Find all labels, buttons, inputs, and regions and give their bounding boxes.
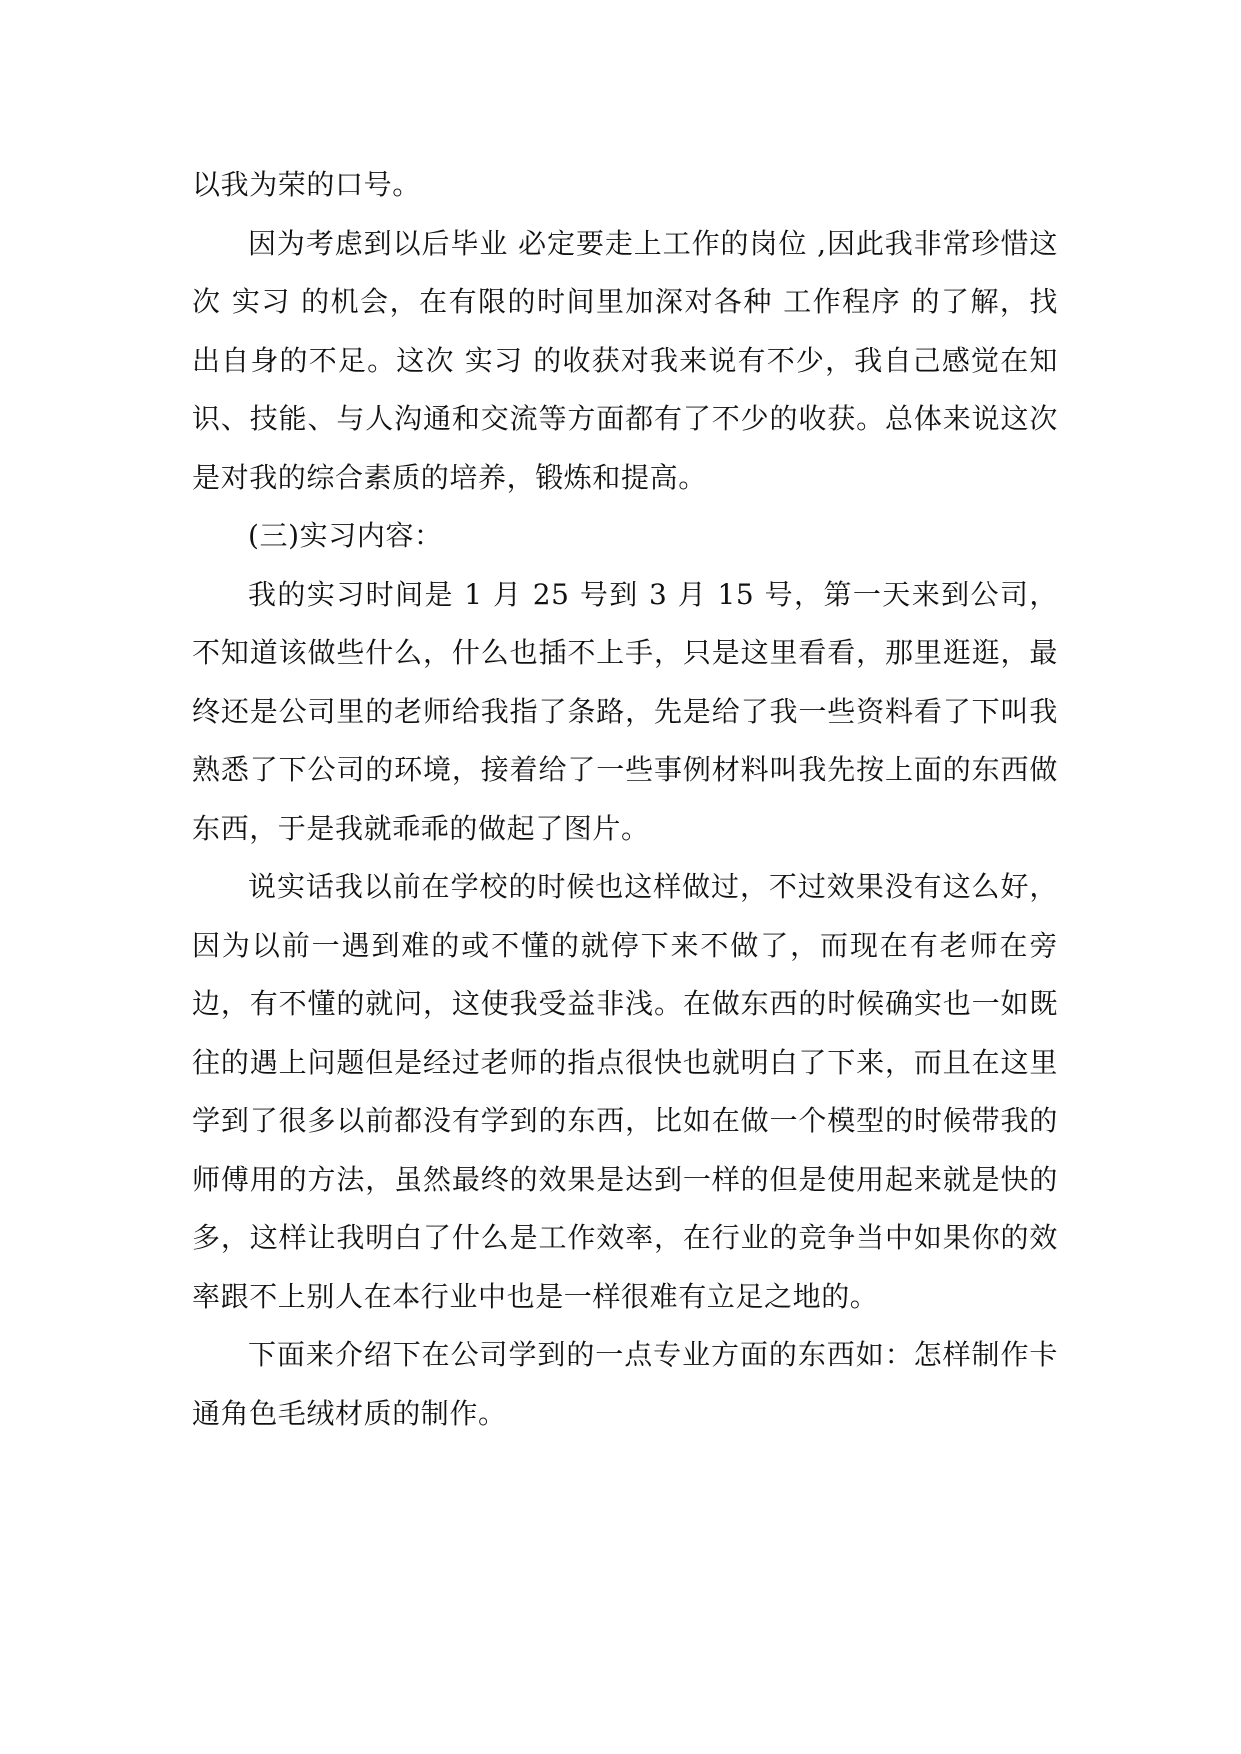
document-body — [192, 156, 1058, 1443]
paragraph-5: 下面来介绍下在公司学到的一点专业方面的东西如：怎样制作卡通角色毛绒材质的制作。 — [192, 1338, 1058, 1430]
paragraph-4: 说实话我以前在学校的时候也这样做过，不过效果没有这么好，因为以前一遇到难的或不懂的就停下来不做了，而现在有老师在旁边，有不懂的就问，这使我受益非浅。在做东西的时候确实也一如既往的遇上问题但是经过老师的指点很快也就明白了下来，而且在这里学到了很多以前都没有学到的东西，比如在做一个模型的时候带我的师傅用的方法，虽然最终的效果是达到一样的但是使用起来就是快的多，这样让我明白了什么是工作效率，在行业的竞争当中如果你的效率跟不上别人在本行业中也是一样很难有立足之地的。 — [192, 870, 1058, 1313]
paragraph-1: 以我为荣的口号。 — [192, 168, 421, 201]
paragraph-2: 因为考虑到以后毕业 必定要走上工作的岗位 ,因此我非常珍惜这次 实习 的机会，在有限的时间里加深对各种 工作程序 的了解，找出自身的不足。这次 实习 的收获对我来说有不少，我自己感觉在知识、技能、与人沟通和交流等方面都有了不少的收获。总体来说这次是对我的综合素质的培养，锻炼和提高。 — [192, 226, 1058, 494]
paragraph-3: 我的实习时间是 1 月 25 号到 3 月 15 号，第一天来到公司，不知道该做些什么，什么也插不上手，只是这里看看，那里逛逛，最终还是公司里的老师给我指了条路，先是给了我一些资料看了下叫我熟悉了下公司的环境，接着给了一些事例材料叫我先按上面的东西做东西，于是我就乖乖的做起了图片。 — [192, 577, 1058, 845]
section-heading-internship-content: (三)实习内容： — [248, 519, 443, 552]
